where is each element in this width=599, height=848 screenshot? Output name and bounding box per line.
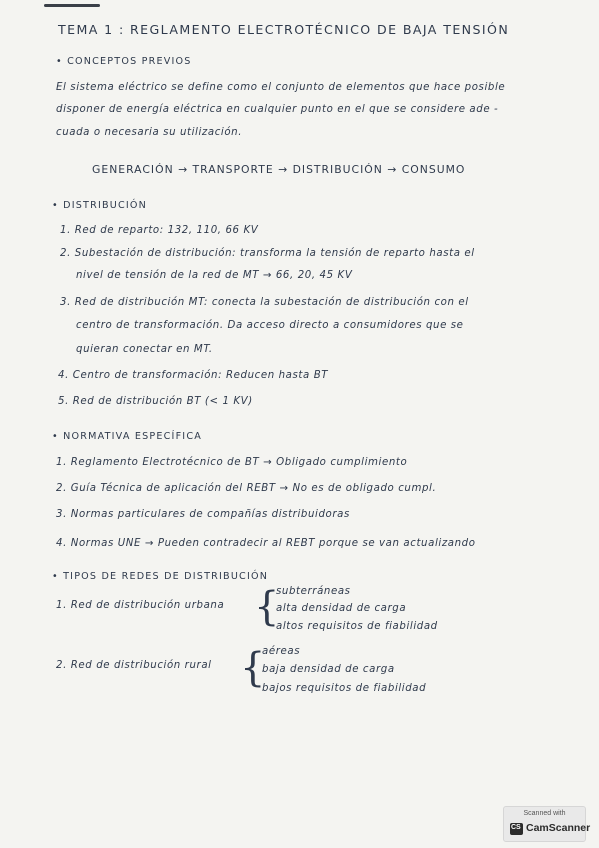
scanned-with-text: Scanned with bbox=[523, 810, 566, 817]
camscanner-brand: CamScanner bbox=[526, 822, 591, 834]
rural-item: baja densidad de carga bbox=[262, 664, 395, 675]
rural-item: bajos requisitos de fiabilidad bbox=[262, 683, 427, 694]
heading-distribucion: • DISTRIBUCIÓN bbox=[52, 200, 148, 211]
distribucion-line: nivel de tensión de la red de MT → 66, 20, 45 KV bbox=[76, 270, 353, 281]
rural-item: aéreas bbox=[262, 646, 301, 657]
heading-normativa: • NORMATIVA ESPECÍFICA bbox=[52, 431, 202, 442]
conceptos-line: cuada o necesaria su utilización. bbox=[56, 127, 243, 138]
distribucion-line: quieran conectar en MT. bbox=[76, 344, 213, 355]
energy-flow: GENERACIÓN → TRANSPORTE → DISTRIBUCIÓN → CONSUMO bbox=[92, 163, 466, 176]
camscanner-logo-icon bbox=[510, 823, 523, 835]
page-title: TEMA 1 : REGLAMENTO ELECTROTÉCNICO DE BAJA TENSIÓN bbox=[58, 22, 510, 37]
distribucion-line: 5. Red de distribución BT (< 1 KV) bbox=[58, 396, 253, 407]
distribucion-line: centro de transformación. Da acceso directo a consumidores que se bbox=[76, 320, 464, 331]
red-rural-label: 2. Red de distribución rural bbox=[56, 660, 212, 671]
brace-urbana: { bbox=[254, 584, 280, 630]
camscanner-badge bbox=[503, 806, 591, 842]
conceptos-line: disponer de energía eléctrica en cualquier punto en el que se considere ade - bbox=[56, 104, 499, 115]
normativa-line: 1. Reglamento Electrotécnico de BT → Obligado cumplimiento bbox=[56, 457, 408, 468]
distribucion-line: 2. Subestación de distribución: transforma la tensión de reparto hasta el bbox=[60, 248, 475, 259]
distribucion-line: 1. Red de reparto: 132, 110, 66 KV bbox=[60, 225, 259, 236]
red-urbana-label: 1. Red de distribución urbana bbox=[56, 600, 225, 611]
urbana-item: altos requisitos de fiabilidad bbox=[276, 621, 438, 632]
normativa-line: 3. Normas particulares de compañías distribuidoras bbox=[56, 509, 350, 520]
normativa-line: 2. Guía Técnica de aplicación del REBT → No es de obligado cumpl. bbox=[56, 483, 437, 494]
distribucion-line: 4. Centro de transformación: Reducen hasta BT bbox=[58, 370, 329, 381]
heading-tipos: • TIPOS DE REDES DE DISTRIBUCIÓN bbox=[52, 571, 269, 582]
normativa-line: 4. Normas UNE → Pueden contradecir al REBT porque se van actualizando bbox=[56, 538, 476, 549]
distribucion-line: 3. Red de distribución MT: conecta la subestación de distribución con el bbox=[60, 297, 469, 308]
urbana-item: alta densidad de carga bbox=[276, 603, 407, 614]
top-pen-mark bbox=[44, 4, 100, 7]
heading-conceptos: • CONCEPTOS PREVIOS bbox=[56, 56, 192, 67]
brace-rural: { bbox=[240, 645, 266, 691]
conceptos-line: El sistema eléctrico se define como el conjunto de elementos que hace posible bbox=[56, 82, 506, 93]
urbana-item: subterráneas bbox=[276, 586, 351, 597]
